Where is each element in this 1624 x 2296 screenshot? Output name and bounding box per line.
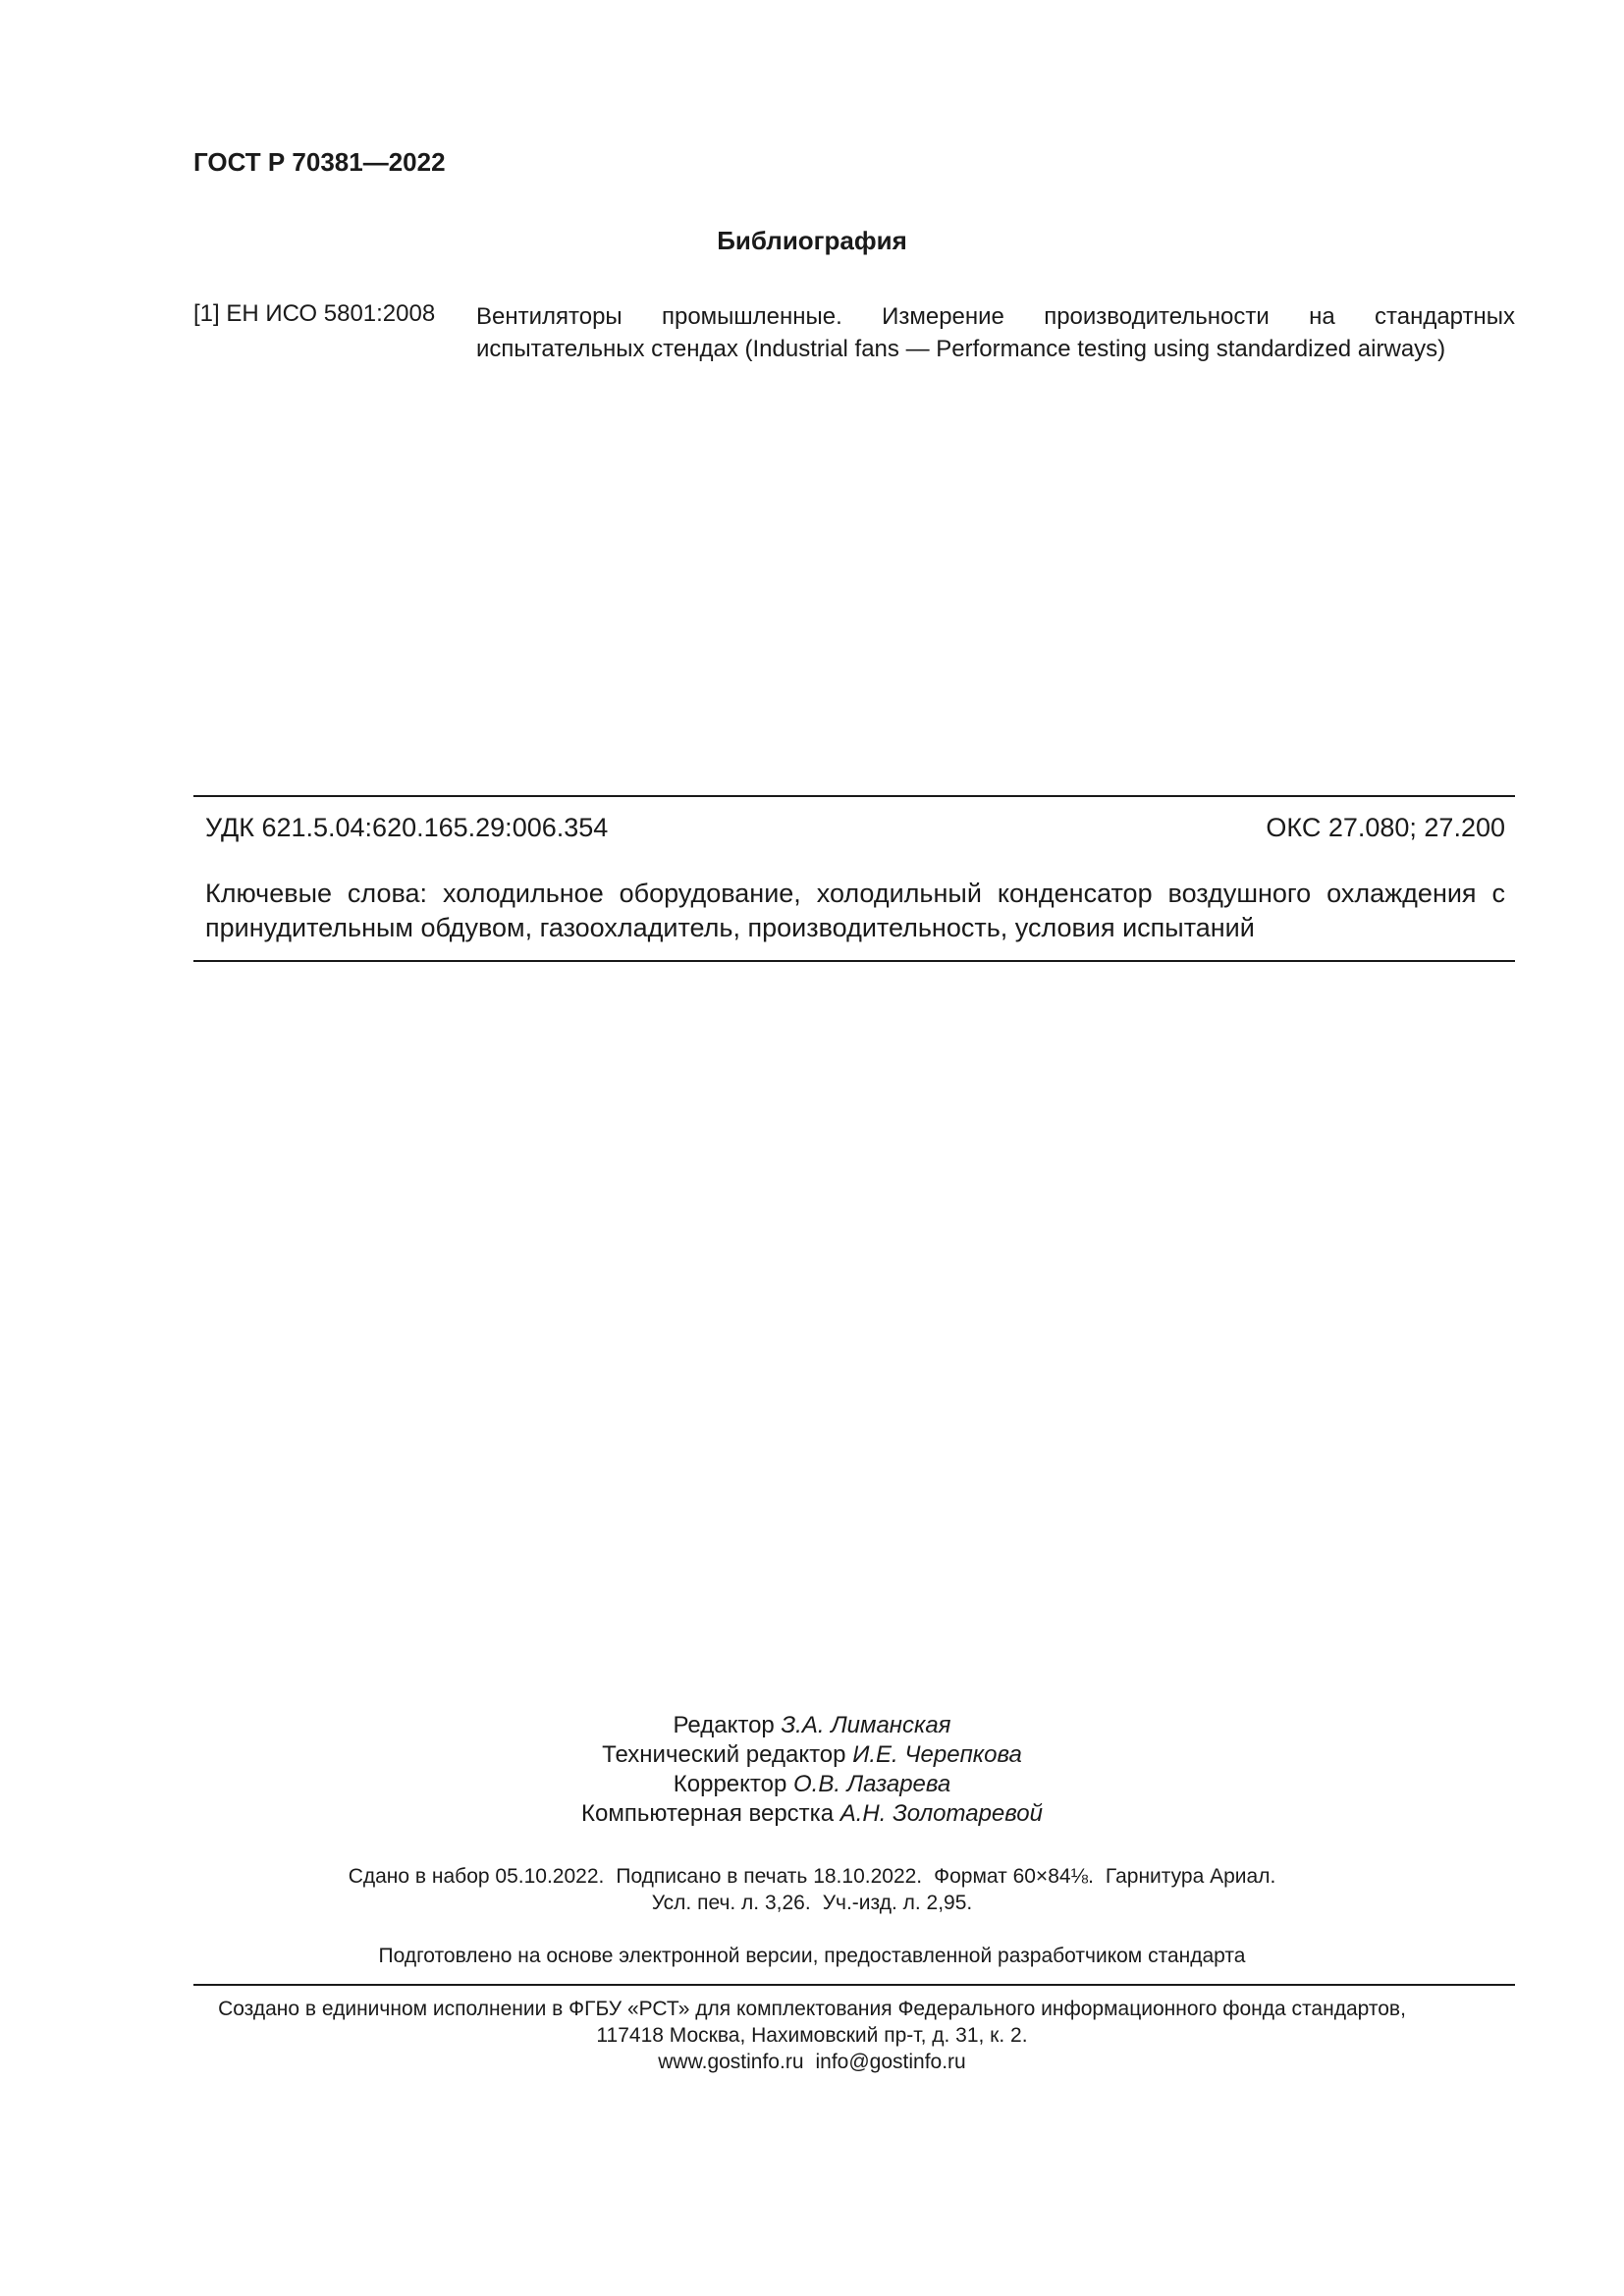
- reference-text-line: испытательных стендах (Industrial fans — Performance testing using standardized airways): [476, 336, 1446, 362]
- imprint-line: Сдано в набор 05.10.2022. Подписано в печать 18.10.2022. Формат 60×84⅛. Гарнитура Ариал.: [348, 1865, 1276, 1888]
- oks-code: ОКС 27.080; 27.200: [1266, 813, 1505, 842]
- editor-name: З.А. Лиманская: [781, 1712, 951, 1738]
- credit-editor: Редактор З.А. Лиманская: [673, 1712, 951, 1738]
- bottom-divider: [193, 1984, 1515, 1986]
- imprint-block: [0, 1863, 1624, 1916]
- credits-block: [0, 1711, 1624, 1829]
- credit-tech-editor: Технический редактор И.Е. Черепкова: [602, 1741, 1022, 1768]
- reference-number: [1] ЕН ИСО 5801:2008: [193, 300, 436, 327]
- keywords: [205, 877, 1505, 945]
- credit-layout: Компьютерная верстка А.Н. Золотаревой: [581, 1800, 1043, 1827]
- website-link[interactable]: www.gostinfo.ru: [658, 2051, 804, 2073]
- reference-text: [476, 300, 1515, 365]
- publisher-contacts: [0, 2049, 1624, 2075]
- bibliography-title: Библиография: [717, 226, 907, 255]
- prepared-note: Подготовлено на основе электронной версии, предоставленной разработчиком стандарта: [378, 1945, 1246, 1967]
- tech-editor-name: И.Е. Черепкова: [852, 1741, 1022, 1768]
- email-link[interactable]: info@gostinfo.ru: [815, 2051, 966, 2073]
- keywords-divider: [193, 960, 1515, 962]
- keywords-line: Ключевые слова: холодильное оборудование, холодильный конденсатор воздушного охлаждения с: [205, 879, 1505, 908]
- publisher-line: Создано в единичном исполнении в ФГБУ «РСТ» для комплектования Федерального информационного фонда стандартов,: [218, 1998, 1406, 2020]
- document-code: ГОСТ Р 70381—2022: [193, 147, 446, 177]
- publisher-block: [0, 1996, 1624, 2075]
- credit-proofreader: Корректор О.В. Лазарева: [673, 1771, 951, 1797]
- proofreader-name: О.В. Лазарева: [793, 1771, 951, 1797]
- keywords-line: принудительным обдувом, газоохладитель, производительность, условия испытаний: [205, 913, 1255, 942]
- udk-code: УДК 621.5.04:620.165.29:006.354: [205, 813, 609, 842]
- reference-text-line: Вентиляторы промышленные. Измерение производительности на стандартных: [476, 303, 1515, 330]
- publisher-address: 117418 Москва, Нахимовский пр-т, д. 31, к. 2.: [596, 2024, 1028, 2047]
- layout-name: А.Н. Золотаревой: [839, 1800, 1043, 1827]
- imprint-line: Усл. печ. л. 3,26. Уч.-изд. л. 2,95.: [651, 1892, 973, 1914]
- top-divider: [193, 795, 1515, 797]
